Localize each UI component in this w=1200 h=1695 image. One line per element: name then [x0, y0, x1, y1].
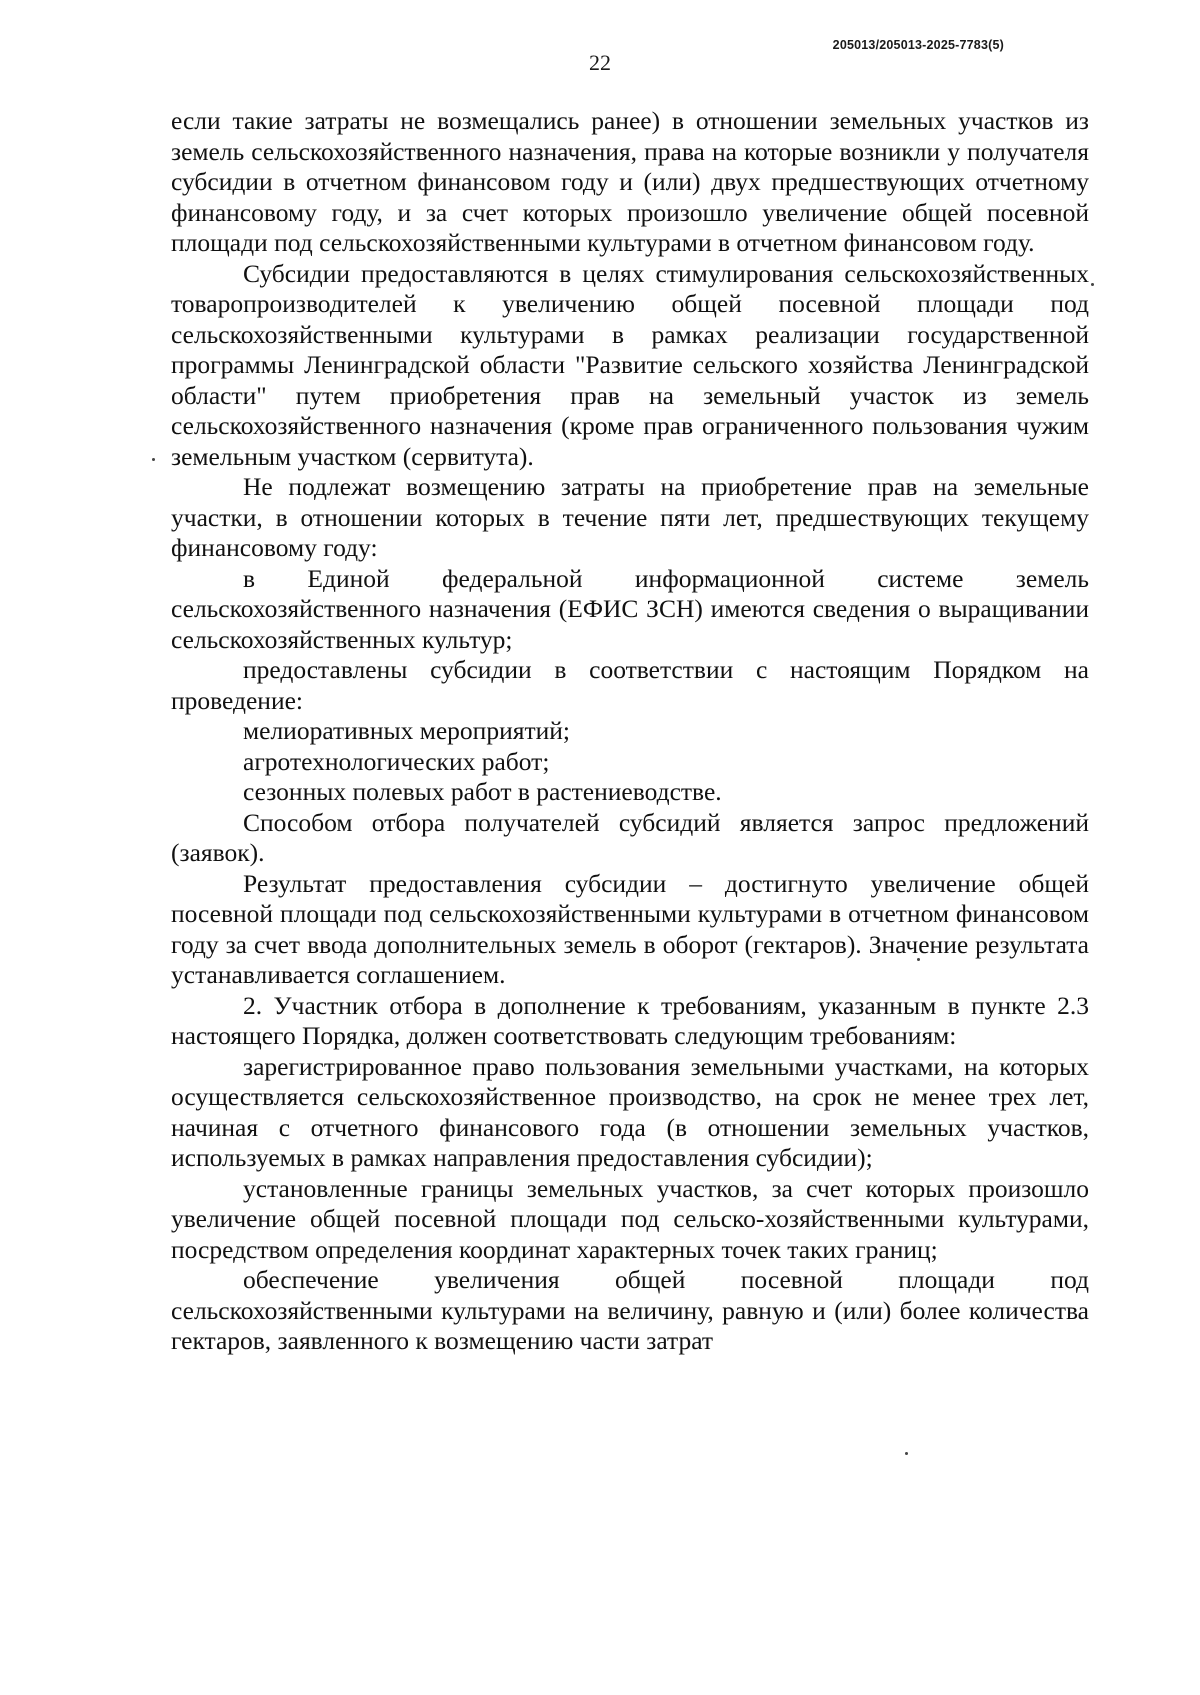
page-number: 22 [589, 50, 611, 75]
paragraph-not-reimbursed: Не подлежат возмещению затраты на приобретение прав на земельные участки, в отношении которых в течение пяти лет, предшествующих текущему финансовому году: [171, 472, 1089, 562]
paragraph-selection-method: Способом отбора получателей субсидий является запрос предложений (заявок). [171, 807, 1089, 867]
list-item-melioration: мелиоративных мероприятий; [243, 716, 570, 745]
list-item-agrotech: агротехнологических работ; [243, 746, 550, 776]
paragraph-subsidy-purpose: Субсидии предоставляются в целях стимулирования сельскохозяйственных товаропроизводителей к увеличению общей посевной площади под сельскохозяйственными культурами в рамках реализации государственной программы Ленинградской области "Развитие сельского хозяйства Ленинградской области" путем приобретения прав на земельный участок из земель сельскохозяйственного назначения (кроме прав ограниченного пользования чужим земельным участком (сервитута). [171, 258, 1089, 471]
paragraph-boundaries: установленные границы земельных участков, за счет которых произошло увеличение общей посевной площади под сельско-хозяйственными культурами, посредством определения координат характерных точек таких границ; [171, 1173, 1089, 1264]
document-id: 205013/205013-2025-7783(5) [832, 38, 1004, 52]
document-body [171, 106, 1089, 1357]
list-item-seasonal: сезонных полевых работ в растениеводстве. [243, 777, 722, 806]
paragraph-continuation: если такие затраты не возмещались ранее) в отношении земельных участков из земель сельскохозяйственного назначения, права на которые возникли у получателя субсидии в отчетном финансовом году и (или) двух предшествующих отчетному финансовому году, и за счет которых произошло увеличение общей посевной площади под сельскохозяйственными культурами в отчетном финансовом году. [171, 106, 1089, 257]
paragraph-area-increase: обеспечение увеличения общей посевной площади под сельскохозяйственными культурами на величину, равную и (или) более количества гектаров, заявленного к возмещению части затрат [171, 1265, 1089, 1355]
paragraph-registered-right: зарегистрированное право пользования земельными участками, на которых осуществляется сельскохозяйственное производство, на срок не менее трех лет, начиная с отчетного финансового года (в отношении земельных участков, используемых в рамках направления предоставления субсидии); [171, 1051, 1089, 1172]
paragraph-result: Результат предоставления субсидии – достигнуто увеличение общей посевной площади под сельскохозяйственными культурами в отчетном финансовом году за счет ввода дополнительных земель в оборот (гектаров). Значение результата устанавливается соглашением. [171, 868, 1089, 989]
scan-speck [152, 458, 155, 461]
scan-speck [917, 958, 920, 961]
scan-speck [1091, 283, 1094, 286]
paragraph-subsidies-provided: предоставлены субсидии в соответствии с настоящим Порядком на проведение: [171, 655, 1089, 715]
scan-speck [905, 1452, 908, 1455]
paragraph-point-2: 2. Участник отбора в дополнение к требованиям, указанным в пункте 2.3 настоящего Порядка, должен соответствовать следующим требованиям: [171, 990, 1089, 1050]
paragraph-efis-zsn: в Единой федеральной информационной системе земель сельскохозяйственного назначения (ЕФИС ЗСН) имеются сведения о выращивании сельскохозяйственных культур; [171, 563, 1089, 654]
